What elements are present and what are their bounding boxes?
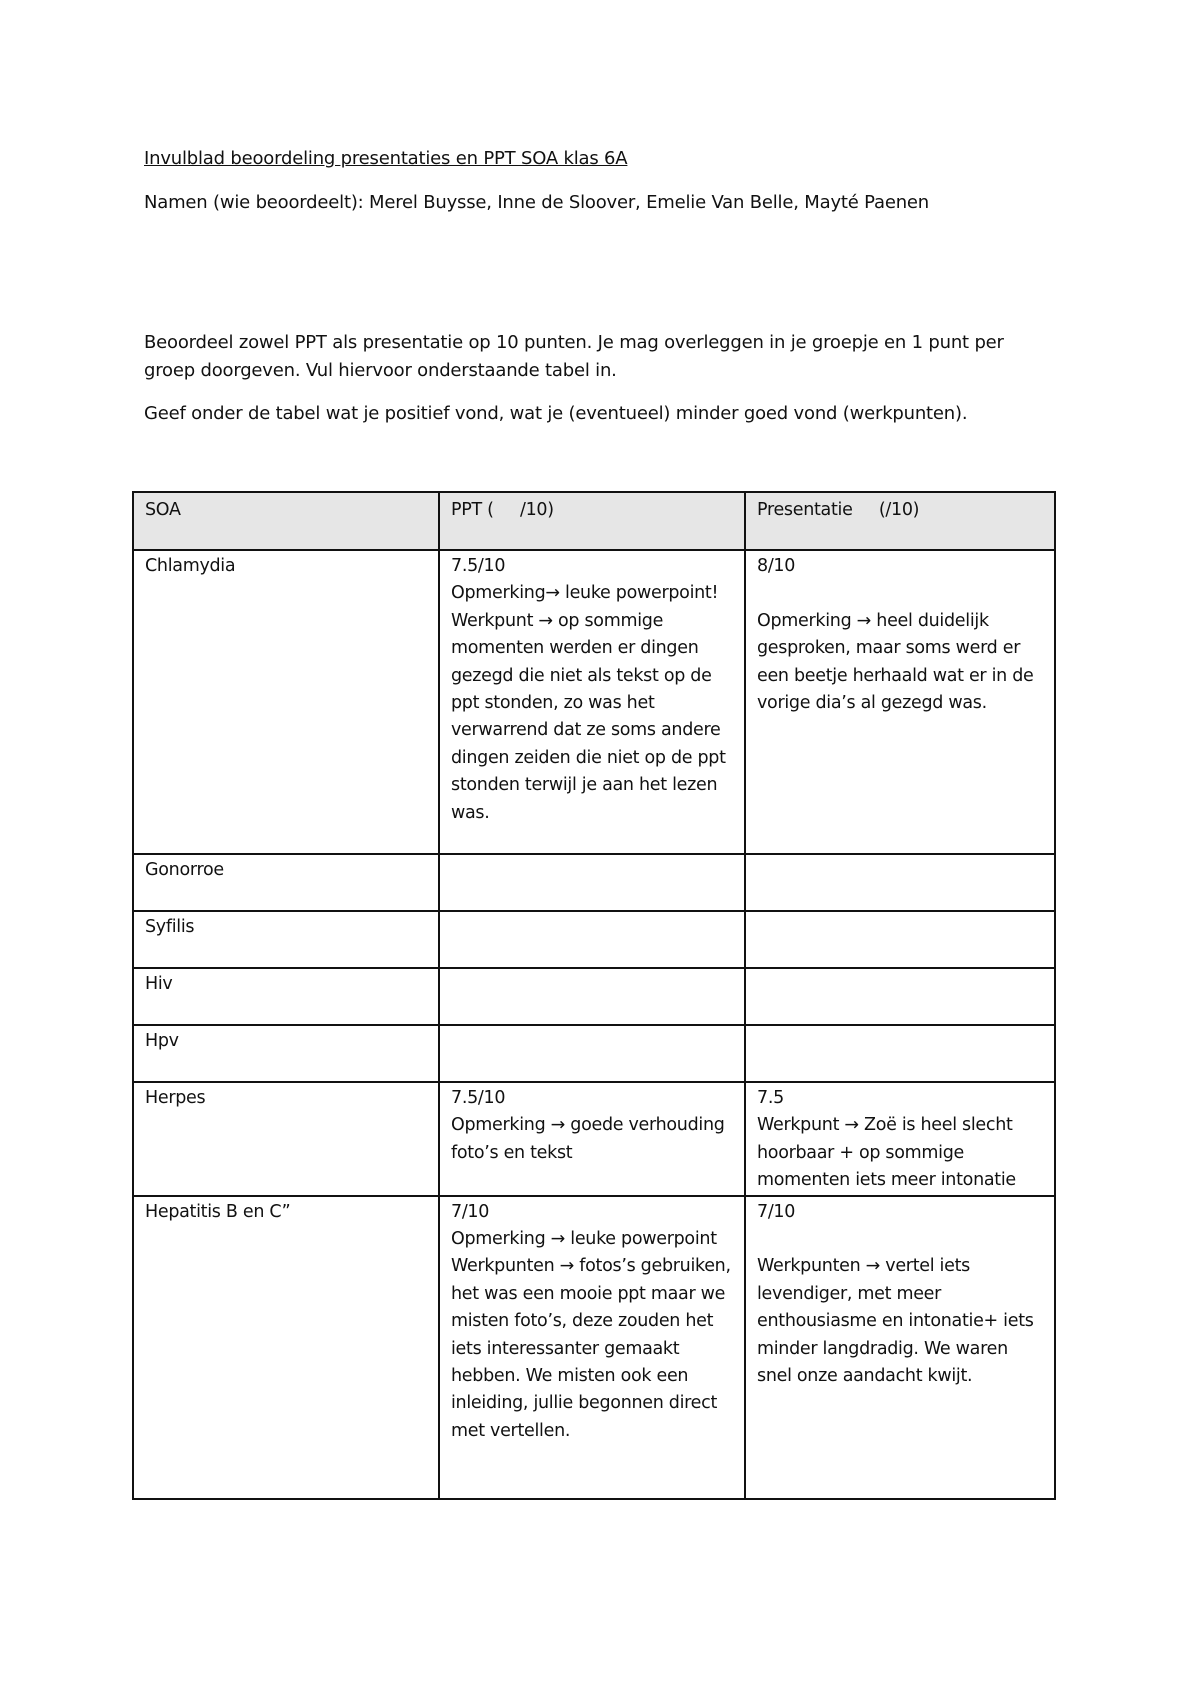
- table-row: [133, 911, 1055, 968]
- cell-ppt: [439, 968, 745, 1025]
- cell-presentatie: [745, 911, 1055, 968]
- header-soa: SOA: [133, 492, 439, 550]
- cell-presentatie: [745, 854, 1055, 911]
- cell-soa: Herpes: [133, 1082, 439, 1196]
- cell-presentatie-text: 8/10 Opmerking → heel duidelijk gesproken, maar soms werd er een beetje herhaald wat er in de vorige dia’s al gezegd was.: [757, 556, 1034, 714]
- instruction-paragraph: Geef onder de tabel wat je positief vond, wat je (eventueel) minder goed vond (werkpunten).: [144, 403, 968, 424]
- cell-soa: Chlamydia: [133, 550, 439, 854]
- table-header-row: [133, 492, 1055, 550]
- header-presentatie: Presentatie (/10): [745, 492, 1055, 550]
- table-row: [133, 1082, 1055, 1196]
- cell-ppt: [439, 1082, 745, 1196]
- cell-presentatie: [745, 1082, 1055, 1196]
- intro-paragraph: Beoordeel zowel PPT als presentatie op 10 punten. Je mag overleggen in je groepje en 1 punt per groep doorgeven. Vul hiervoor onderstaande tabel in.: [144, 332, 1004, 381]
- cell-soa: Hiv: [133, 968, 439, 1025]
- evaluation-table: [132, 491, 1056, 1500]
- table-row: [133, 968, 1055, 1025]
- cell-ppt-text: 7.5/10 Opmerking → goede verhouding foto’s en tekst: [451, 1088, 725, 1163]
- cell-presentatie-text: 7.5 Werkpunt → Zoë is heel slecht hoorbaar + op sommige momenten iets meer intonatie: [757, 1088, 1016, 1191]
- cell-ppt: [439, 1196, 745, 1499]
- cell-soa: Hpv: [133, 1025, 439, 1082]
- cell-ppt-text: 7/10 Opmerking → leuke powerpoint Werkpunten → fotos’s gebruiken, het was een mooie ppt maar we misten foto’s, deze zouden het iets interessanter gemaakt hebben. We misten ook een inleiding, jullie begonnen direct met vertellen.: [451, 1201, 731, 1441]
- table-row: [133, 1025, 1055, 1082]
- table-row: [133, 1196, 1055, 1499]
- cell-soa: Syfilis: [133, 911, 439, 968]
- cell-presentatie: [745, 1196, 1055, 1499]
- cell-presentatie-text: 7/10 Werkpunten → vertel iets levendiger, met meer enthousiasme en intonatie+ iets minder langdradig. We waren snel onze aandacht kwijt.: [757, 1201, 1034, 1387]
- cell-presentatie: [745, 550, 1055, 854]
- cell-ppt: [439, 911, 745, 968]
- table-row: [133, 854, 1055, 911]
- cell-soa: Hepatitis B en C”: [133, 1196, 439, 1499]
- table-row: [133, 550, 1055, 854]
- cell-ppt: [439, 550, 745, 854]
- cell-soa: Gonorroe: [133, 854, 439, 911]
- evaluator-names: Namen (wie beoordeelt): Merel Buysse, Inne de Sloover, Emelie Van Belle, Mayté Paenen: [144, 192, 929, 213]
- cell-ppt-text: 7.5/10 Opmerking→ leuke powerpoint! Werkpunt → op sommige momenten werden er dingen gezegd die niet als tekst op de ppt stonden, zo was het verwarrend dat ze soms andere dingen zeiden die niet op de ppt stonden terwijl je aan het lezen was.: [451, 556, 726, 823]
- cell-ppt: [439, 854, 745, 911]
- document-title: Invulblad beoordeling presentaties en PPT SOA klas 6A: [144, 148, 628, 169]
- cell-ppt: [439, 1025, 745, 1082]
- cell-presentatie: [745, 1025, 1055, 1082]
- header-ppt: PPT ( /10): [439, 492, 745, 550]
- cell-presentatie: [745, 968, 1055, 1025]
